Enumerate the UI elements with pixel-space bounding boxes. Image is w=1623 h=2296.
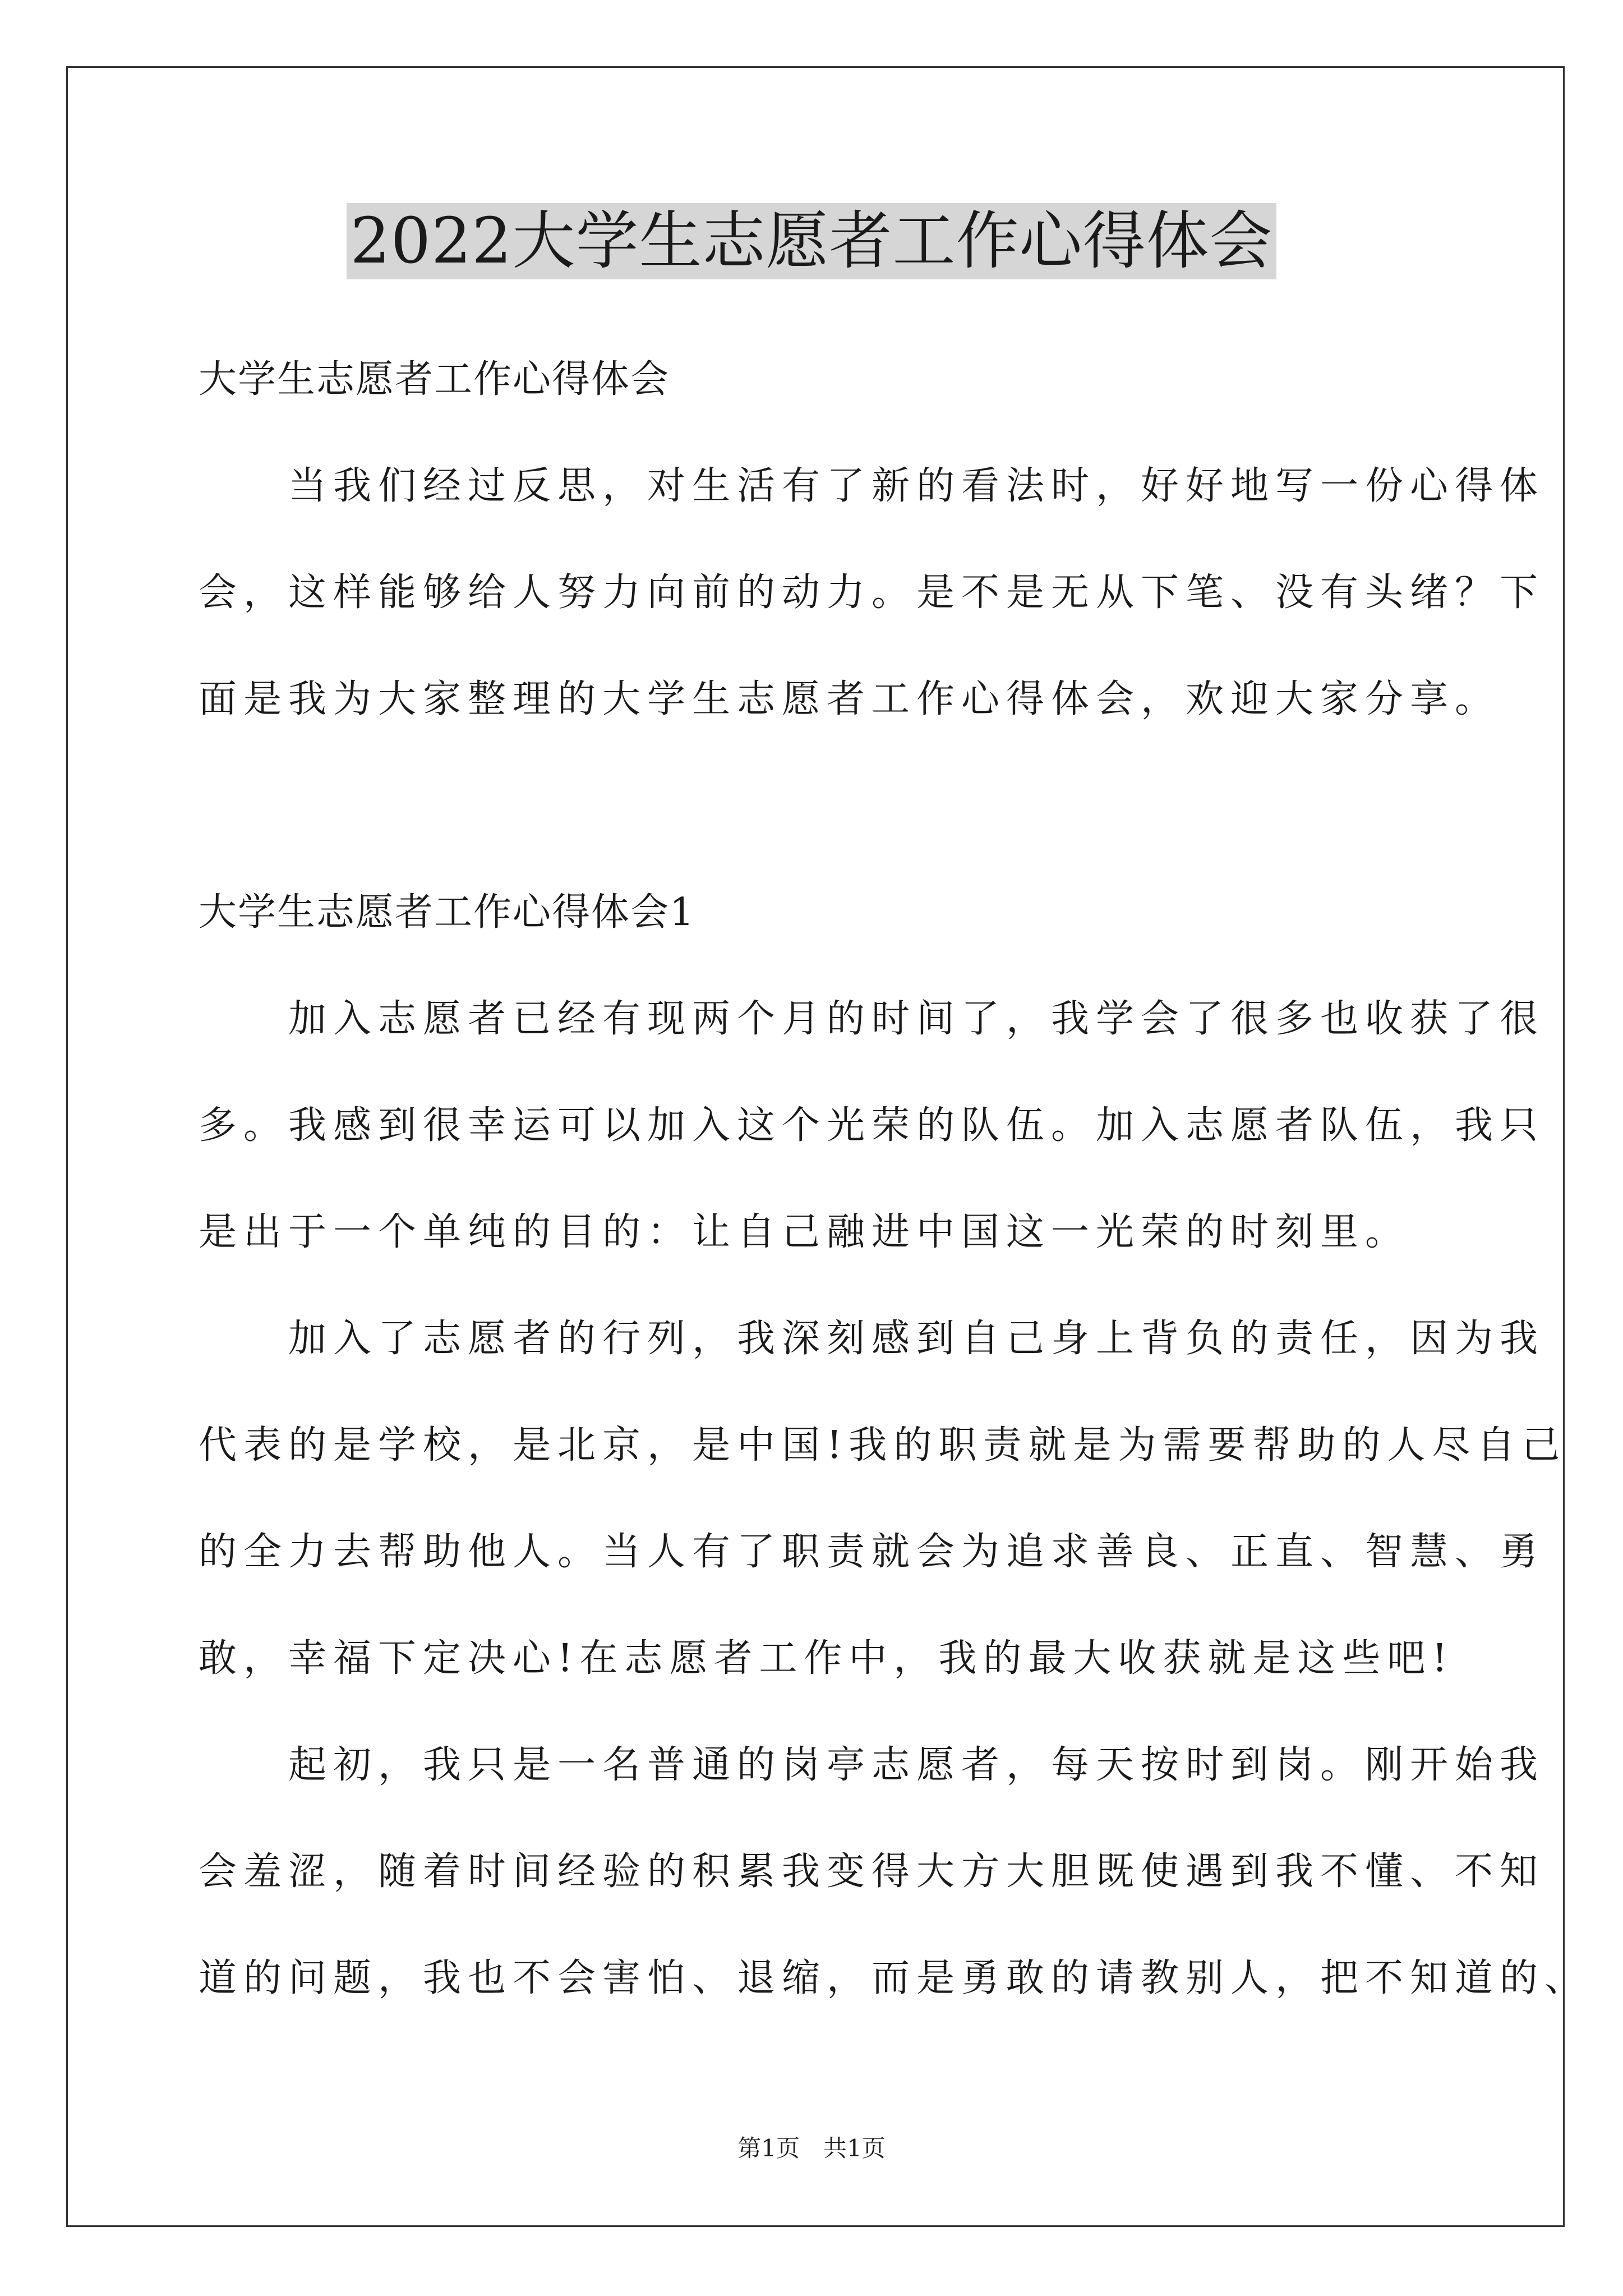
paragraph-line: 加入志愿者已经有现两个月的时间了，我学会了很多也收获了很	[199, 997, 1545, 1041]
paragraph-line: 多。我感到很幸运可以加入这个光荣的队伍。加入志愿者队伍，我只	[199, 1103, 1545, 1148]
paragraph-line: 是出于一个单纯的目的：让自己融进中国这一光荣的时刻里。	[199, 1210, 1410, 1254]
document-title: 2022大学生志愿者工作心得体会	[347, 203, 1276, 279]
paragraph-line: 加入了志愿者的行列，我深刻感到自己身上背负的责任，因为我	[199, 1317, 1545, 1361]
paragraph-line: 代表的是学校，是北京，是中国!我的职责就是为需要帮助的人尽自己	[199, 1423, 1567, 1467]
section-heading: 大学生志愿者工作心得体会	[199, 357, 670, 402]
paragraph-line: 当我们经过反思，对生活有了新的看法时，好好地写一份心得体	[199, 464, 1545, 508]
paragraph-line: 面是我为大家整理的大学生志愿者工作心得体会，欢迎大家分享。	[199, 677, 1500, 721]
page-footer: 第1页 共1页	[737, 2134, 886, 2162]
paragraph-line: 道的问题，我也不会害怕、退缩，而是勇敢的请教别人，把不知道的、	[199, 1956, 1590, 2000]
paragraph-line: 会羞涩，随着时间经验的积累我变得大方大胆既使遇到我不懂、不知	[199, 1849, 1545, 1894]
title-container	[0, 203, 1623, 279]
paragraph-line: 敢，幸福下定决心!在志愿者工作中，我的最大收获就是这些吧!	[199, 1636, 1454, 1681]
section-heading: 大学生志愿者工作心得体会1	[199, 890, 695, 935]
paragraph-line: 起初，我只是一名普通的岗亭志愿者，每天按时到岗。刚开始我	[199, 1743, 1545, 1787]
paragraph-line: 的全力去帮助他人。当人有了职责就会为追求善良、正直、智慧、勇	[199, 1530, 1545, 1574]
paragraph-line: 会，这样能够给人努力向前的动力。是不是无从下笔、没有头绪？下	[199, 570, 1545, 615]
